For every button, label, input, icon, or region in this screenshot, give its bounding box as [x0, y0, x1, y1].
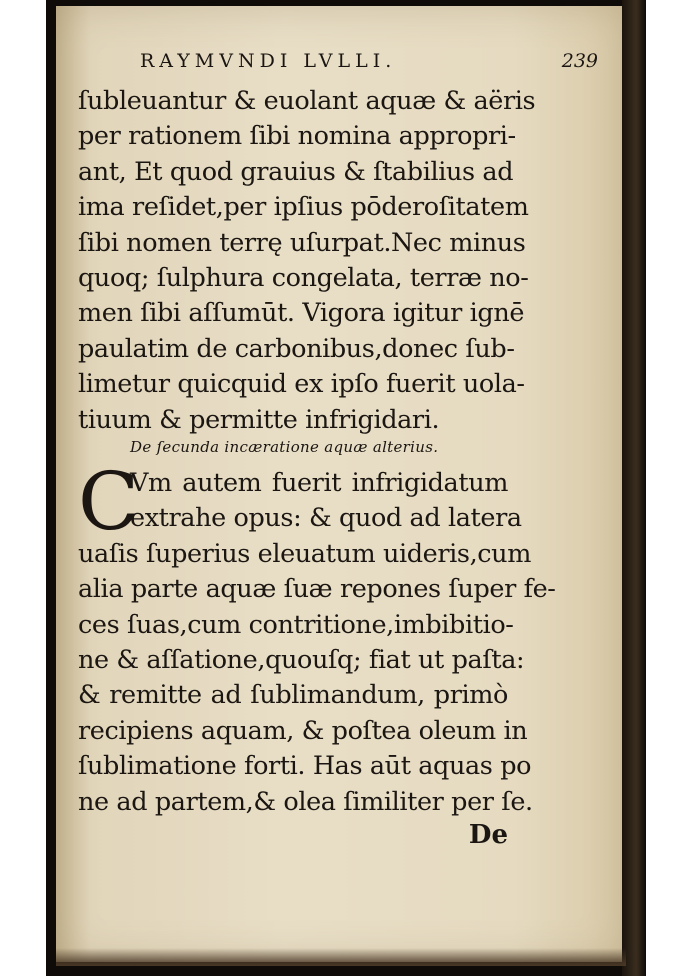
page-bottom-edge — [56, 948, 626, 966]
paragraph-2 — [78, 455, 556, 820]
catchword: De — [468, 820, 508, 850]
text-line: ant, Et quod grauius & ſtabilius ad — [78, 156, 514, 187]
paragraph-1 — [78, 84, 536, 438]
text-line: ne & aſſatione,quouſq; fiat ut paſta: — [78, 645, 525, 676]
page-header — [140, 50, 598, 82]
text-line: men ſibi aſſumūt. Vigora igitur ignē — [78, 298, 525, 329]
text-line: Vm autem fuerit infrigidatum — [130, 468, 508, 498]
text-line: tiuum & permitte infrigidari. — [78, 404, 440, 435]
section-heading: De ſecunda incæratione aquæ alterius. — [130, 438, 439, 456]
text-line: recipiens aquam, & poſtea oleum in — [78, 715, 528, 746]
text-line: ſublimatione forti. Has aūt aquas po — [78, 751, 532, 782]
text-line: paulatim de carbonibus,donec ſub- — [78, 333, 515, 364]
text-line: extrahe opus: & quod ad latera — [130, 503, 522, 534]
text-line: ne ad partem,& olea ſimiliter per ſe. — [78, 786, 533, 817]
text-line: ima reſidet,per ipſius pōderoſitatem — [78, 192, 529, 223]
page-edge-shadow — [622, 0, 646, 976]
text-line: ces ſuas,cum contritione,imbibitio- — [78, 609, 514, 640]
text-line: ſubleuantur & euolant aquæ & aëris — [78, 86, 536, 116]
text-line: limetur quicquid ex ipſo fuerit uola- — [78, 369, 525, 400]
text-line: ſibi nomen terrę uſurpat.Nec minus — [78, 227, 526, 258]
text-line: quoq; ſulphura congelata, terræ no- — [78, 263, 529, 294]
text-line: per rationem ſibi nomina appropri- — [78, 121, 516, 152]
text-line: & remitte ad ſublimandum, primò — [78, 680, 508, 711]
folio-number: 239 — [561, 50, 598, 72]
text-line: alia parte aquæ ſuæ repones ſuper fe- — [78, 574, 556, 605]
running-head: RAYMVNDI LVLLI. — [140, 50, 397, 72]
drop-cap: C — [78, 455, 139, 548]
text-line: uaſis ſuperius eleuatum uideris,cum — [78, 538, 531, 569]
